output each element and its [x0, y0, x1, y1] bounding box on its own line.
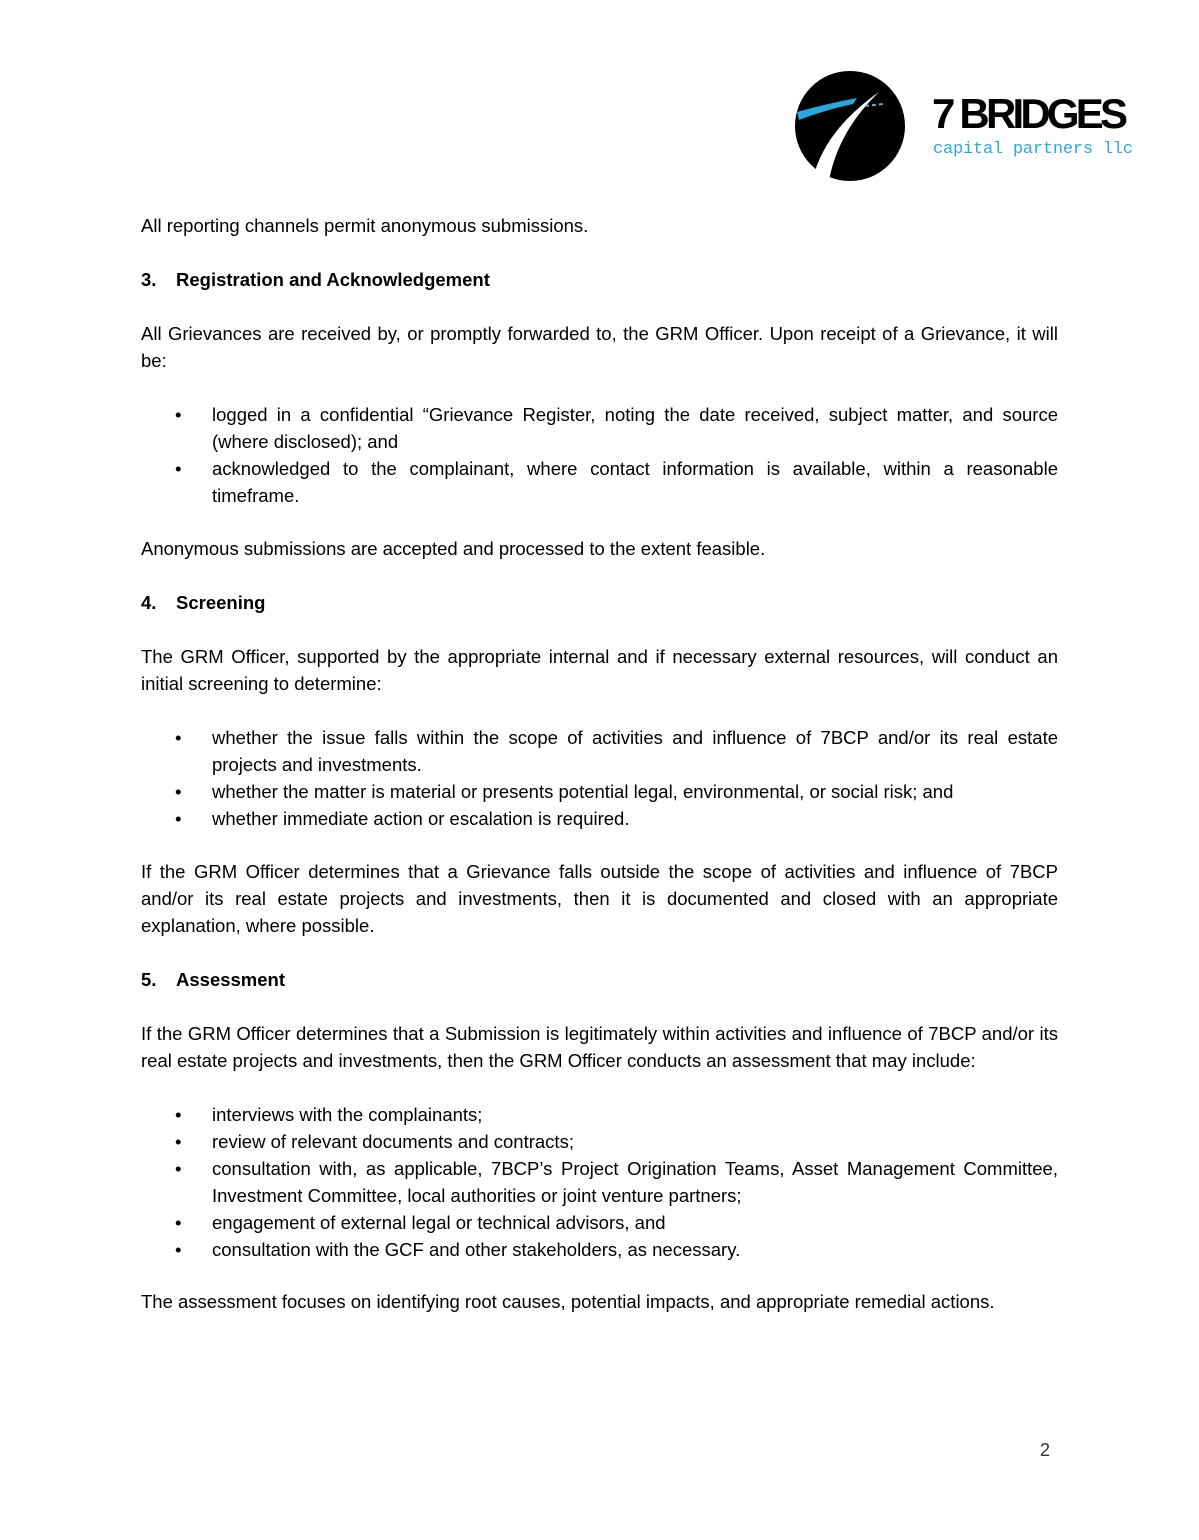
- bullet-icon: •: [175, 458, 182, 479]
- list-item: [141, 1155, 1058, 1209]
- section-5-closing: The assessment focuses on identifying root causes, potential impacts, and appropriate remedial actions.: [141, 1291, 995, 1312]
- bullet-icon: •: [175, 808, 182, 829]
- list-item: [141, 1101, 1058, 1128]
- list-item-text: engagement of external legal or technical advisors, and: [212, 1212, 666, 1233]
- intro-paragraph: All reporting channels permit anonymous submissions.: [141, 215, 589, 236]
- bullet-icon: •: [175, 404, 182, 425]
- section-5-bullet-list: [141, 1101, 1058, 1263]
- list-item-text: review of relevant documents and contracts;: [212, 1131, 574, 1152]
- section-title: Assessment: [176, 969, 286, 990]
- list-item: [141, 1209, 1058, 1236]
- section-4-heading: [141, 589, 1058, 616]
- section-3-closing: Anonymous submissions are accepted and processed to the extent feasible.: [141, 538, 766, 559]
- section-5-heading: [141, 966, 1058, 993]
- logo-circle-icon: [795, 70, 1140, 182]
- section-3-heading: [141, 266, 1058, 293]
- section-5-paragraph: If the GRM Officer determines that a Submission is legitimately within activities and influence of 7BCP and/or its real estate projects and investments, then the GRM Officer conducts an assessment that may include:: [141, 1023, 1058, 1071]
- section-3-bullet-list: [141, 401, 1058, 509]
- section-number: 4.: [141, 592, 157, 613]
- section-4-paragraph: The GRM Officer, supported by the appropriate internal and if necessary external resources, will conduct an initial screening to determine:: [141, 646, 1058, 694]
- list-item: [141, 1128, 1058, 1155]
- section-number: 3.: [141, 269, 157, 290]
- section-number: 5.: [141, 969, 157, 990]
- list-item: [141, 724, 1058, 778]
- section-3-paragraph: All Grievances are received by, or promptly forwarded to, the GRM Officer. Upon receipt of a Grievance, it will be:: [141, 323, 1058, 371]
- bullet-icon: •: [175, 781, 182, 802]
- bullet-icon: •: [175, 1212, 182, 1233]
- section-4-closing: If the GRM Officer determines that a Grievance falls outside the scope of activities and influence of 7BCP and/or its real estate projects and investments, then it is documented and closed with an appropriate explanation, where possible.: [141, 861, 1058, 936]
- list-item: [141, 401, 1058, 455]
- list-item-text: consultation with the GCF and other stakeholders, as necessary.: [212, 1239, 741, 1260]
- company-logo: [795, 70, 1140, 182]
- list-item-text: logged in a confidential “Grievance Register, noting the date received, subject matter, and source (where disclosed); and: [212, 404, 1058, 452]
- bullet-icon: •: [175, 1104, 182, 1125]
- bullet-icon: •: [175, 1131, 182, 1152]
- section-title: Screening: [176, 592, 266, 613]
- section-title: Registration and Acknowledgement: [176, 269, 490, 290]
- list-item: [141, 805, 1058, 832]
- list-item: [141, 778, 1058, 805]
- list-item-text: whether immediate action or escalation is required.: [212, 808, 630, 829]
- list-item: [141, 455, 1058, 509]
- section-4-bullet-list: [141, 724, 1058, 832]
- list-item: [141, 1236, 1058, 1263]
- list-item-text: whether the issue falls within the scope of activities and influence of 7BCP and/or its real estate projects and investments.: [212, 727, 1058, 775]
- bullet-icon: •: [175, 1239, 182, 1260]
- bullet-icon: •: [175, 727, 182, 748]
- page-number: 2: [1040, 1440, 1051, 1460]
- list-item-text: acknowledged to the complainant, where contact information is available, within a reasonable timeframe.: [212, 458, 1058, 506]
- svg-text:7 BRIDGES: 7 BRIDGES: [932, 90, 1132, 137]
- bullet-icon: •: [175, 1158, 182, 1179]
- list-item-text: consultation with, as applicable, 7BCP’s Project Origination Teams, Asset Management Committee, Investment Committee, local authorities or joint venture partners;: [212, 1158, 1058, 1206]
- list-item-text: interviews with the complainants;: [212, 1104, 483, 1125]
- list-item-text: whether the matter is material or presents potential legal, environmental, or social risk; and: [212, 781, 954, 802]
- svg-text:capital partners llc: capital partners llc: [933, 140, 1133, 159]
